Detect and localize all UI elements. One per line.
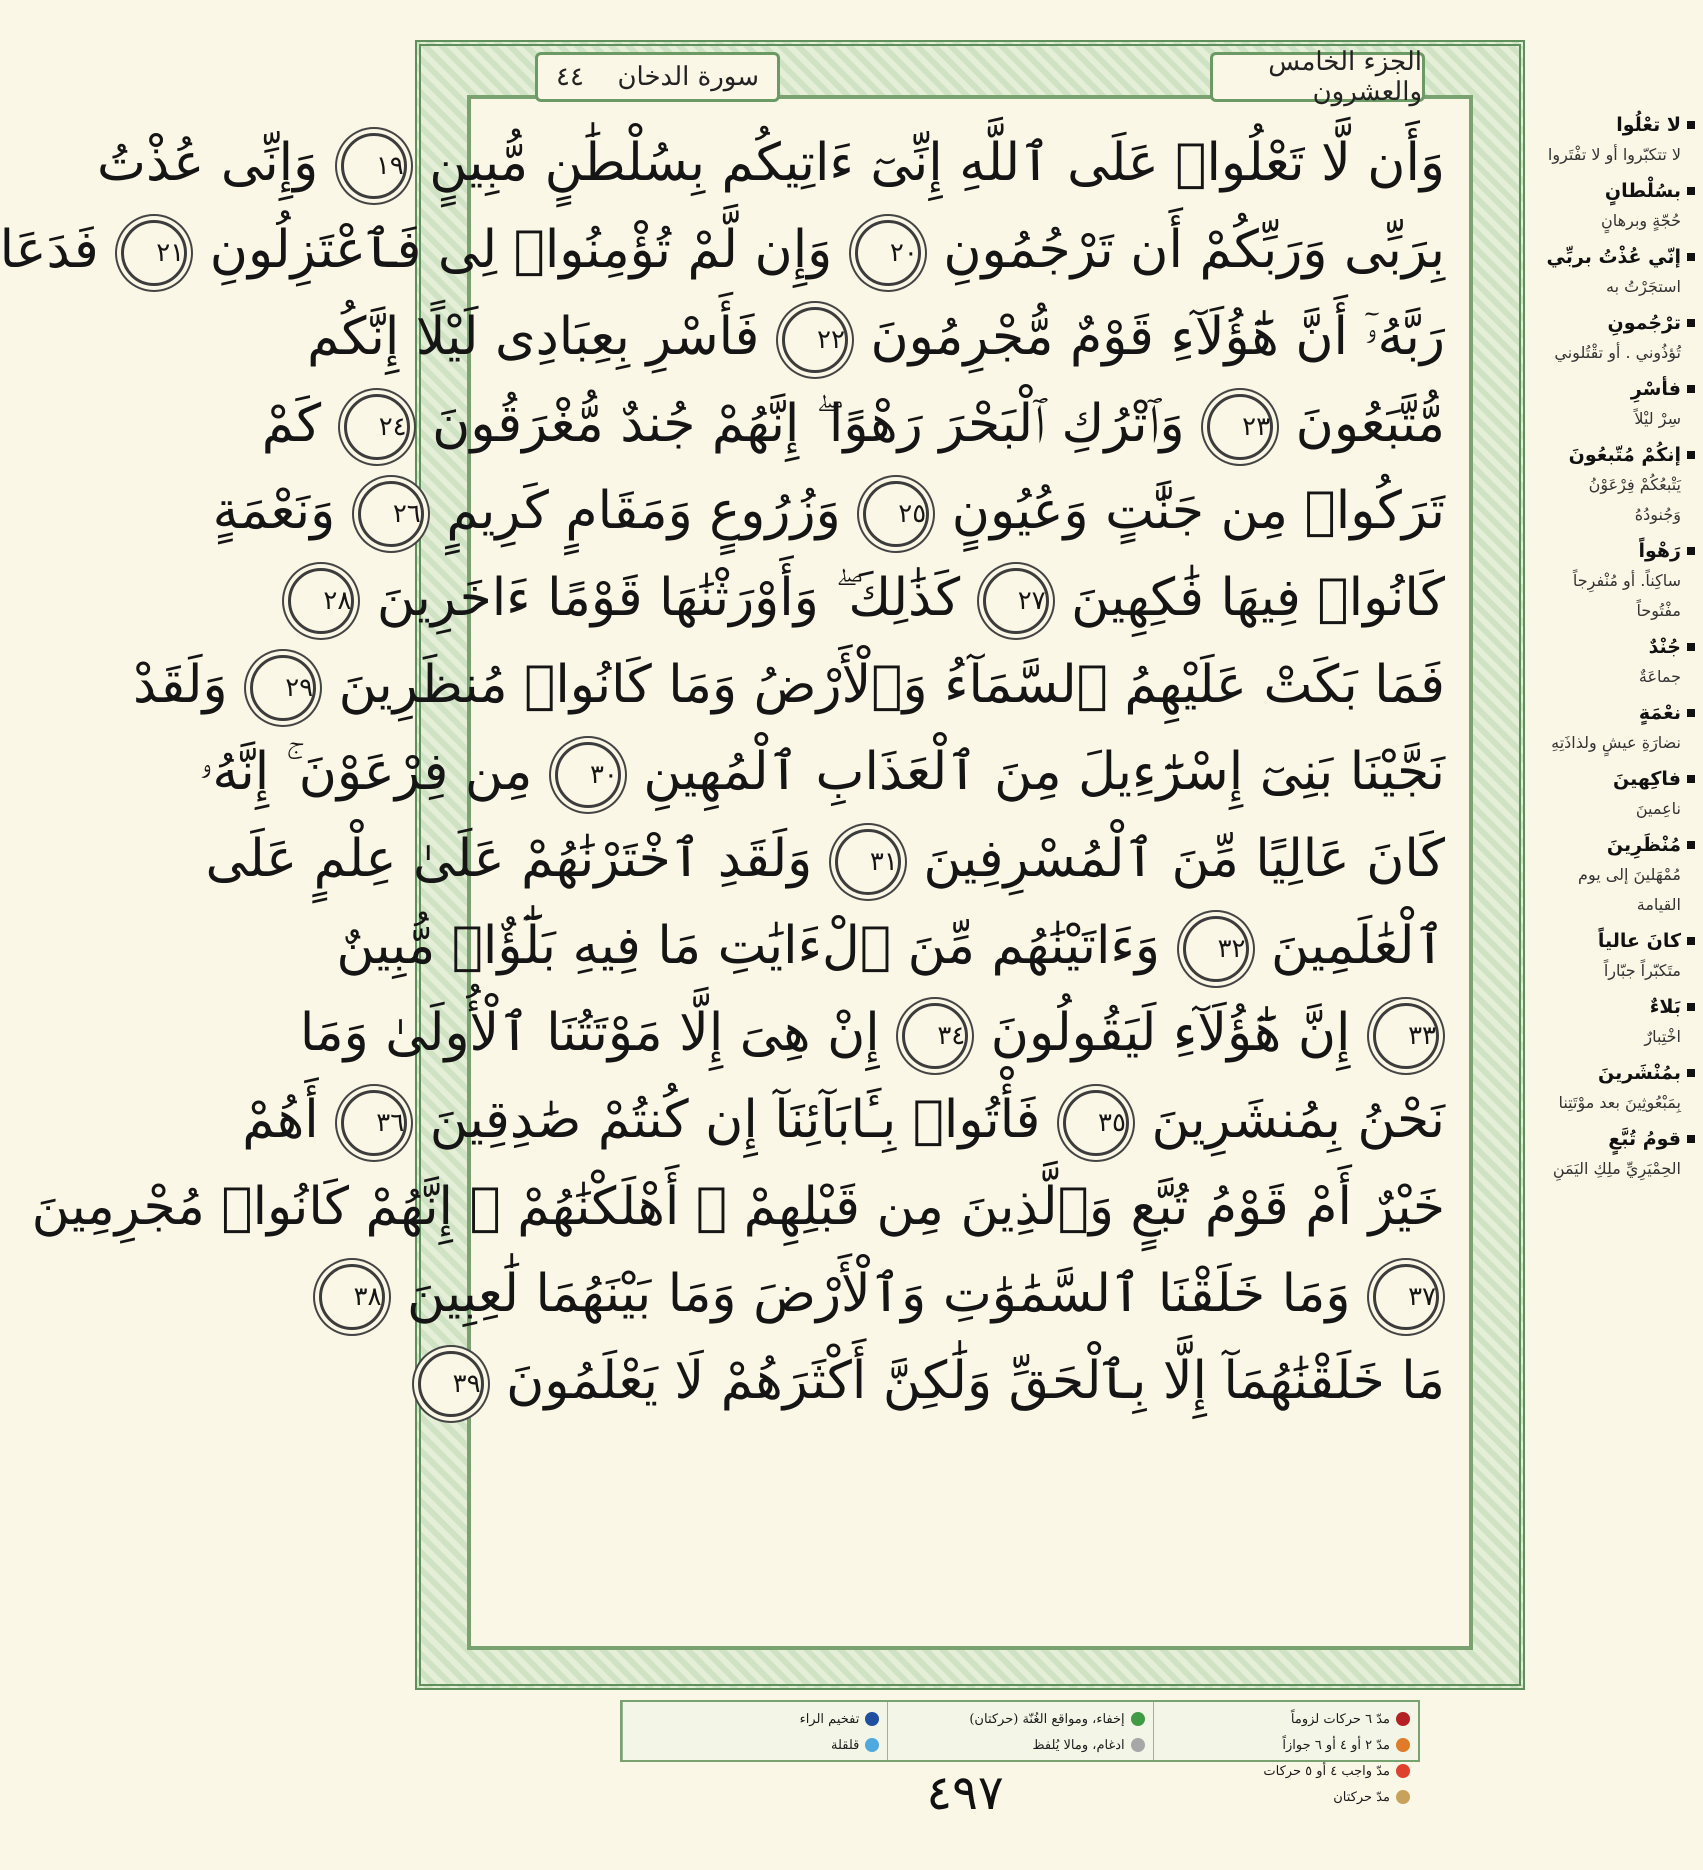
glossary-entry — [1545, 764, 1695, 824]
glossary-word: إنّي عُذْتُ بربِّي — [1545, 242, 1695, 272]
verse-text: وَءَاتَيْنَٰهُم مِّنَ ٱلْءَايَٰتِ مَا فِيهِ بَلَٰٓؤٌا۟ مُّبِينٌ — [336, 916, 1160, 976]
color-dot-icon — [1396, 1738, 1410, 1752]
ayah-number-marker: ٢٣ — [1207, 394, 1273, 460]
glossary-word: فأسْرِ — [1545, 374, 1695, 404]
glossary-entry — [1545, 374, 1695, 434]
legend-item — [1162, 1784, 1410, 1810]
legend-item — [631, 1732, 879, 1758]
glossary-entry — [1545, 440, 1695, 530]
ayah-number-marker: ٢٠ — [855, 220, 921, 286]
verse-text: وَمَا خَلَقْنَا ٱلسَّمَٰوَٰتِ وَٱلْأَرْضَ وَمَا بَيْنَهُمَا لَٰعِبِينَ — [407, 1264, 1351, 1324]
verse-block — [0, 120, 1445, 1425]
ayah-number-marker: ٢٥ — [863, 481, 929, 547]
ayah-number-marker: ٣٤ — [902, 1003, 968, 1069]
verse-text: مِن فِرْعَوْنَ ۚ إِنَّهُۥ — [199, 742, 533, 802]
glossary-entry — [1545, 830, 1695, 920]
glossary-word: جُنْدٌ — [1545, 632, 1695, 662]
verse-line — [299, 990, 1445, 1077]
legend-item — [896, 1732, 1144, 1758]
glossary-definition: جماعَةٌ — [1638, 667, 1681, 686]
glossary-definition: حُجّةٍ وبرهانٍ — [1601, 211, 1681, 230]
ayah-number-marker: ٢٤ — [344, 394, 410, 460]
glossary-word: إنكُمْ مُتّبعُونَ — [1545, 440, 1695, 470]
color-dot-icon — [1396, 1790, 1410, 1804]
surah-header — [535, 52, 780, 102]
legend-item — [1162, 1706, 1410, 1732]
verse-text: نَحْنُ بِمُنشَرِينَ — [1151, 1090, 1445, 1150]
legend-item — [896, 1706, 1144, 1732]
verse-text: أَهُمْ — [242, 1090, 319, 1150]
ayah-number-marker: ٢٩ — [250, 655, 316, 721]
legend-column — [1153, 1702, 1418, 1805]
glossary-definition: متَكبّراً جبّاراً — [1603, 961, 1681, 980]
glossary-word: بمُنْشَرينَ — [1545, 1058, 1695, 1088]
ayah-number-marker: ٣٧ — [1373, 1264, 1439, 1330]
surah-number: ٤٤ — [556, 62, 584, 92]
verse-line — [133, 642, 1445, 729]
glossary-definition: نضارَةِ عيشٍ ولذاذَتِهِ — [1551, 733, 1681, 752]
legend-item — [1162, 1732, 1410, 1758]
verse-line — [97, 120, 1445, 207]
verse-text: مُّتَّبَعُونَ — [1295, 394, 1445, 454]
verse-line — [353, 1251, 1445, 1338]
glossary-definition: تُؤذُوني . أو تقْتُلوني — [1554, 343, 1681, 362]
verse-text: كَانُوا۟ فِيهَا فَٰكِهِينَ — [1071, 568, 1445, 628]
ayah-number-marker: ١٩ — [341, 133, 407, 199]
juz-title: الجزء الخامس والعشرون — [1268, 47, 1422, 107]
glossary-entry — [1545, 176, 1695, 236]
glossary-word: كانَ عالياً — [1545, 926, 1695, 956]
glossary-definition: يَتْبعُكُمْ فِرْعَوْنُ وَجُنودُهُ — [1588, 475, 1681, 524]
verse-line — [307, 294, 1445, 381]
page-number: ٤٩٧ — [926, 1765, 1004, 1821]
glossary-entry — [1545, 308, 1695, 368]
verse-text: فَأْتُوا۟ بِـَٔابَآئِنَآ إِن كُنتُمْ صَٰدِقِينَ — [429, 1090, 1041, 1150]
verse-text: فَمَا بَكَتْ عَلَيْهِمُ ٱلسَّمَآءُ وَٱلْأَرْضُ وَمَا كَانُوا۟ مُنظَرِينَ — [338, 655, 1445, 715]
ayah-number-marker: ٣١ — [835, 829, 901, 895]
verse-text: وَلَقَدِ ٱخْتَرْنَٰهُمْ عَلَىٰ عِلْمٍ عَلَى — [205, 829, 813, 889]
verse-line — [31, 1164, 1445, 1251]
verse-line — [452, 1338, 1445, 1425]
ayah-number-marker: ٣٨ — [319, 1264, 385, 1330]
verse-text: كَمْ — [261, 394, 322, 454]
ayah-number-marker: ٢٧ — [983, 568, 1049, 634]
glossary-definition: اخْتِبارٌ — [1644, 1027, 1681, 1046]
color-dot-icon — [1131, 1738, 1145, 1752]
color-dot-icon — [1396, 1764, 1410, 1778]
verse-text: كَذَٰلِكَ ۖ وَأَوْرَثْنَٰهَا قَوْمًا ءَاخَرِينَ — [376, 568, 961, 628]
verse-text: مَا خَلَقْنَٰهُمَآ إِلَّا بِٱلْحَقِّ وَلَٰكِنَّ أَكْثَرَهُمْ لَا يَعْلَمُونَ — [506, 1351, 1445, 1411]
verse-line — [199, 729, 1445, 816]
juz-header — [1210, 47, 1425, 107]
verse-text: إِنْ هِىَ إِلَّا مَوْتَتُنَا ٱلْأُولَىٰ وَمَا — [299, 1003, 880, 1063]
glossary-word: فاكِهينَ — [1545, 764, 1695, 794]
verse-text: كَانَ عَالِيًا مِّنَ ٱلْمُسْرِفِينَ — [923, 829, 1445, 889]
glossary-entry — [1545, 992, 1695, 1052]
glossary-definition: مُمْهَلينَ إلى يوم القيامة — [1578, 865, 1681, 914]
verse-text: خَيْرٌ أَمْ قَوْمُ تُبَّعٍ وَٱلَّذِينَ مِن قَبْلِهِمْ ۚ أَهْلَكْنَٰهُمْ ۖ إِنَّهُمْ كَانُوا۟ مُجْرِمِينَ — [31, 1177, 1445, 1237]
ayah-number-marker: ٣٦ — [341, 1090, 407, 1156]
glossary-definition: الحِمْيَرِيِّ ملِكِ اليَمَنِ — [1552, 1159, 1681, 1178]
glossary-word: بَلاءٌ — [1545, 992, 1695, 1022]
verse-line — [323, 555, 1445, 642]
glossary-word: لا تعْلُوا — [1545, 110, 1695, 140]
legend-label: مدّ حركتان — [1333, 1789, 1390, 1805]
verse-text: وَأَن لَّا تَعْلُوا۟ عَلَى ٱللَّهِ إِنِّىٓ ءَاتِيكُم بِسُلْطَٰنٍ مُّبِينٍ — [429, 133, 1445, 193]
legend-column — [887, 1702, 1152, 1760]
glossary-entry — [1545, 1124, 1695, 1184]
verse-text: وَنَعْمَةٍ — [212, 481, 336, 541]
ayah-number-marker: ٣٣ — [1373, 1003, 1439, 1069]
legend-label: إخفاء، ومواقع الغُنّة (حركتان) — [969, 1711, 1125, 1727]
verse-text: فَدَعَا — [0, 220, 99, 280]
legend-label: ادغام، ومالا يُلفظ — [1032, 1737, 1125, 1753]
glossary-word: نعْمَةٍ — [1545, 698, 1695, 728]
verse-line — [205, 816, 1445, 903]
glossary-definition: سِرْ ليْلاً — [1634, 409, 1681, 428]
verse-text: نَجَّيْنَا بَنِىٓ إِسْرَٰٓءِيلَ مِنَ ٱلْعَذَابِ ٱلْمُهِينِ — [643, 742, 1445, 802]
verse-line — [242, 1077, 1445, 1164]
legend-label: مدّ ٢ أو ٤ أو ٦ جوازاً — [1282, 1737, 1390, 1753]
ayah-number-marker: ٢٨ — [288, 568, 354, 634]
legend-item — [631, 1706, 879, 1732]
verse-line — [261, 381, 1445, 468]
glossary-word: رَهْواً — [1545, 536, 1695, 566]
color-dot-icon — [1131, 1712, 1145, 1726]
verse-text: تَرَكُوا۟ مِن جَنَّٰتٍ وَعُيُونٍ — [951, 481, 1445, 541]
verse-text: وَإِن لَّمْ تُؤْمِنُوا۟ لِى فَٱعْتَزِلُونِ — [209, 220, 833, 280]
legend-label: قلقلة — [830, 1737, 860, 1753]
ayah-number-marker: ٢٢ — [782, 307, 848, 373]
color-dot-icon — [865, 1738, 879, 1752]
legend-column — [622, 1702, 887, 1760]
glossary-definition: ساكِناً. أو مُنْفرِجاً مفْتُوحاً — [1572, 571, 1681, 620]
glossary-entry — [1545, 1058, 1695, 1118]
glossary-definition: لا تتكبّروا أو لا تفْتَروا — [1547, 145, 1681, 164]
ayah-number-marker: ٣٠ — [555, 742, 621, 808]
glossary-definition: بِمَبْعُوثِينَ بعد موْتَتِنا — [1558, 1093, 1681, 1112]
color-dot-icon — [1396, 1712, 1410, 1726]
verse-text: ٱلْعَٰلَمِينَ — [1271, 916, 1445, 976]
glossary-entry — [1545, 110, 1695, 170]
ayah-number-marker: ٣٩ — [418, 1351, 484, 1417]
glossary-entry — [1545, 536, 1695, 626]
glossary-entry — [1545, 926, 1695, 986]
legend-label: مدّ ٦ حركات لزوماً — [1290, 1711, 1390, 1727]
verse-text: وَلَقَدْ — [133, 655, 228, 715]
glossary-word: قومُ تُبَّعٍ — [1545, 1124, 1695, 1154]
glossary-entry — [1545, 632, 1695, 692]
verse-text: بِرَبِّى وَرَبِّكُمْ أَن تَرْجُمُونِ — [943, 220, 1445, 280]
verse-line — [212, 468, 1445, 555]
verse-text: فَأَسْرِ بِعِبَادِى لَيْلًا إِنَّكُم — [307, 307, 760, 367]
verse-line — [0, 207, 1445, 294]
ayah-number-marker: ٢١ — [121, 220, 187, 286]
glossary-entry — [1545, 242, 1695, 302]
ayah-number-marker: ٣٢ — [1183, 916, 1249, 982]
glossary-definition: استجَرْتُ به — [1605, 277, 1681, 296]
surah-title: سورة الدخان — [617, 62, 759, 92]
verse-text: إِنَّ هَٰٓؤُلَآءِ لَيَقُولُونَ — [990, 1003, 1351, 1063]
legend-label: مدّ واجب ٤ أو ٥ حركات — [1263, 1763, 1390, 1779]
glossary-word: مُنْظَرِينَ — [1545, 830, 1695, 860]
ayah-number-marker: ٢٦ — [358, 481, 424, 547]
legend-label: تفخيم الراء — [799, 1711, 860, 1727]
glossary-word: بسُلْطانٍ — [1545, 176, 1695, 206]
glossary-column — [1545, 110, 1695, 1190]
verse-text: وَزُرُوعٍ وَمَقَامٍ كَرِيمٍ — [446, 481, 841, 541]
ayah-number-marker: ٣٥ — [1063, 1090, 1129, 1156]
verse-line — [336, 903, 1445, 990]
legend-item — [1162, 1758, 1410, 1784]
verse-text: وَإِنِّى عُذْتُ — [97, 133, 319, 193]
verse-text: وَٱتْرُكِ ٱلْبَحْرَ رَهْوًا ۖ إِنَّهُمْ جُندٌ مُّغْرَقُونَ — [432, 394, 1185, 454]
verse-text: رَبَّهُۥٓ أَنَّ هَٰٓؤُلَآءِ قَوْمٌ مُّجْرِمُونَ — [870, 307, 1445, 367]
glossary-entry — [1545, 698, 1695, 758]
glossary-definition: ناعِمينَ — [1635, 799, 1681, 818]
color-dot-icon — [865, 1712, 879, 1726]
glossary-word: ترْجُمونِ — [1545, 308, 1695, 338]
